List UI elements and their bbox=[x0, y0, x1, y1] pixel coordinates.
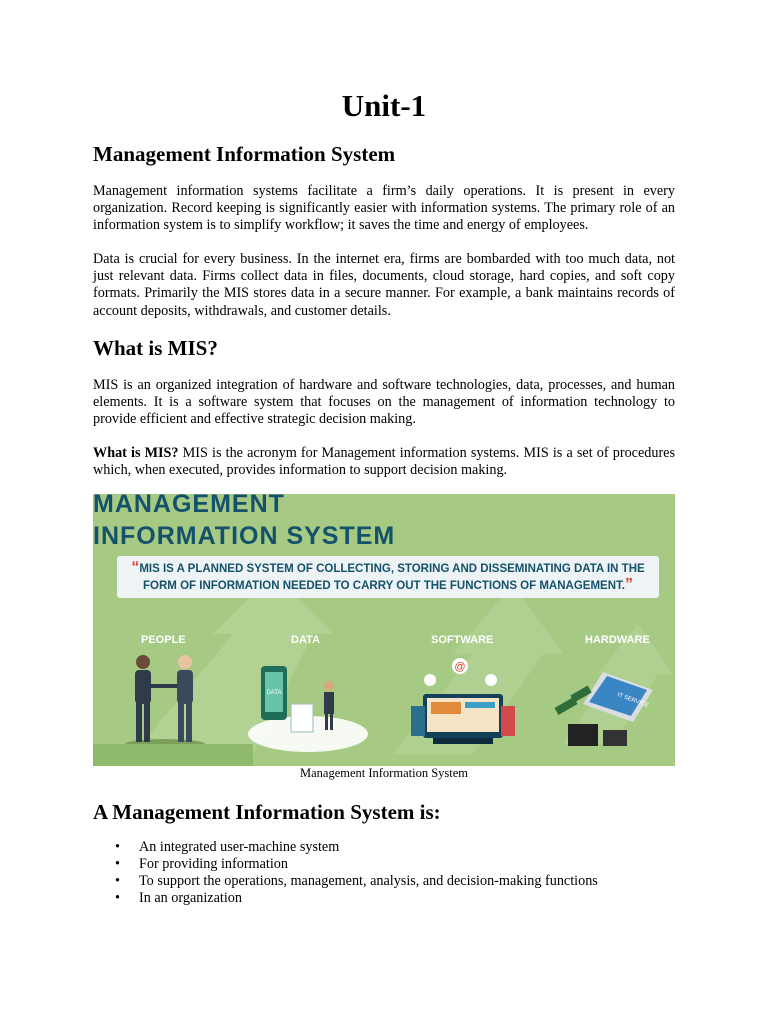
paragraph-intro: Management information systems facilitate a firm’s daily operations. It is present in every organization. Record keeping is significantly easier with information systems. The primary role of an information system is to simplify workflow; it saves the time and energy of employees. bbox=[93, 183, 675, 234]
infographic-footer-strip bbox=[93, 744, 253, 766]
acronym-text: MIS is the acronym for Management information systems. MIS is a set of procedures which, when executed, provides information to support decision making. bbox=[93, 445, 675, 479]
data-illustration bbox=[248, 666, 368, 752]
label-hardware: HARDWARE bbox=[585, 634, 650, 646]
list-item bbox=[93, 890, 675, 907]
list-item bbox=[93, 856, 675, 873]
infographic-title-line2: INFORMATION SYSTEM bbox=[93, 522, 396, 550]
section-heading-mis: Management Information System bbox=[93, 142, 396, 166]
section-heading-mis-is: A Management Information System is: bbox=[93, 800, 441, 824]
figure-caption: Management Information System bbox=[299, 766, 469, 780]
open-quote-mark: “ bbox=[131, 559, 140, 576]
close-quote-mark: ” bbox=[624, 576, 633, 593]
label-people: PEOPLE bbox=[141, 634, 186, 646]
definition-quote-text: MIS IS A PLANNED SYSTEM OF COLLECTING, STORING AND DISSEMINATING DATA IN THE FORM OF INFORMATION NEEDED TO CARRY OUT THE FUNCTIONS OF MANAGEMENT. bbox=[139, 563, 645, 592]
unit-title: Unit-1 bbox=[341, 88, 427, 123]
list-item-text: In an organization bbox=[139, 890, 242, 906]
list-item-text: An integrated user-machine system bbox=[139, 839, 340, 855]
mis-infographic bbox=[93, 494, 675, 766]
inline-bold-question: What is MIS? bbox=[93, 445, 179, 461]
svg-text:@: @ bbox=[454, 661, 466, 673]
infographic-title-line1: MANAGEMENT bbox=[93, 494, 285, 518]
bullet-icon: • bbox=[115, 856, 120, 872]
section-heading-what-is-mis: What is MIS? bbox=[93, 336, 218, 360]
data-screen-text: DATA bbox=[266, 690, 282, 696]
list-item-text: For providing information bbox=[139, 856, 288, 872]
definition-quote-box bbox=[117, 556, 659, 598]
paragraph-mis-acronym bbox=[93, 445, 675, 479]
label-data: DATA bbox=[291, 634, 320, 646]
bullet-icon: • bbox=[115, 839, 120, 855]
paragraph-data: Data is crucial for every business. In the internet era, firms are bombarded with too much data, not just relevant data. Firms collect data in files, documents, cloud storage, hard copies, and soft copy formats. Primarily the MIS stores data in a secure manner. For example, a bank maintains records of account deposits, withdrawals, and customer details. bbox=[93, 251, 675, 319]
definition-quote bbox=[127, 560, 649, 594]
list-item bbox=[93, 839, 675, 856]
list-item bbox=[93, 873, 675, 890]
bullet-icon: • bbox=[115, 873, 120, 889]
laptop-text: IT SERVICE bbox=[616, 692, 650, 710]
paragraph-mis-definition: MIS is an organized integration of hardware and software technologies, data, processes, and human elements. It is a software system that focuses on the management of information technology to provide efficient and effective strategic decision making. bbox=[93, 377, 675, 428]
label-software: SOFTWARE bbox=[431, 634, 494, 646]
bullet-icon: • bbox=[115, 890, 120, 906]
mis-characteristics-list bbox=[93, 839, 675, 907]
list-item-text: To support the operations, management, analysis, and decision-making functions bbox=[139, 873, 598, 889]
